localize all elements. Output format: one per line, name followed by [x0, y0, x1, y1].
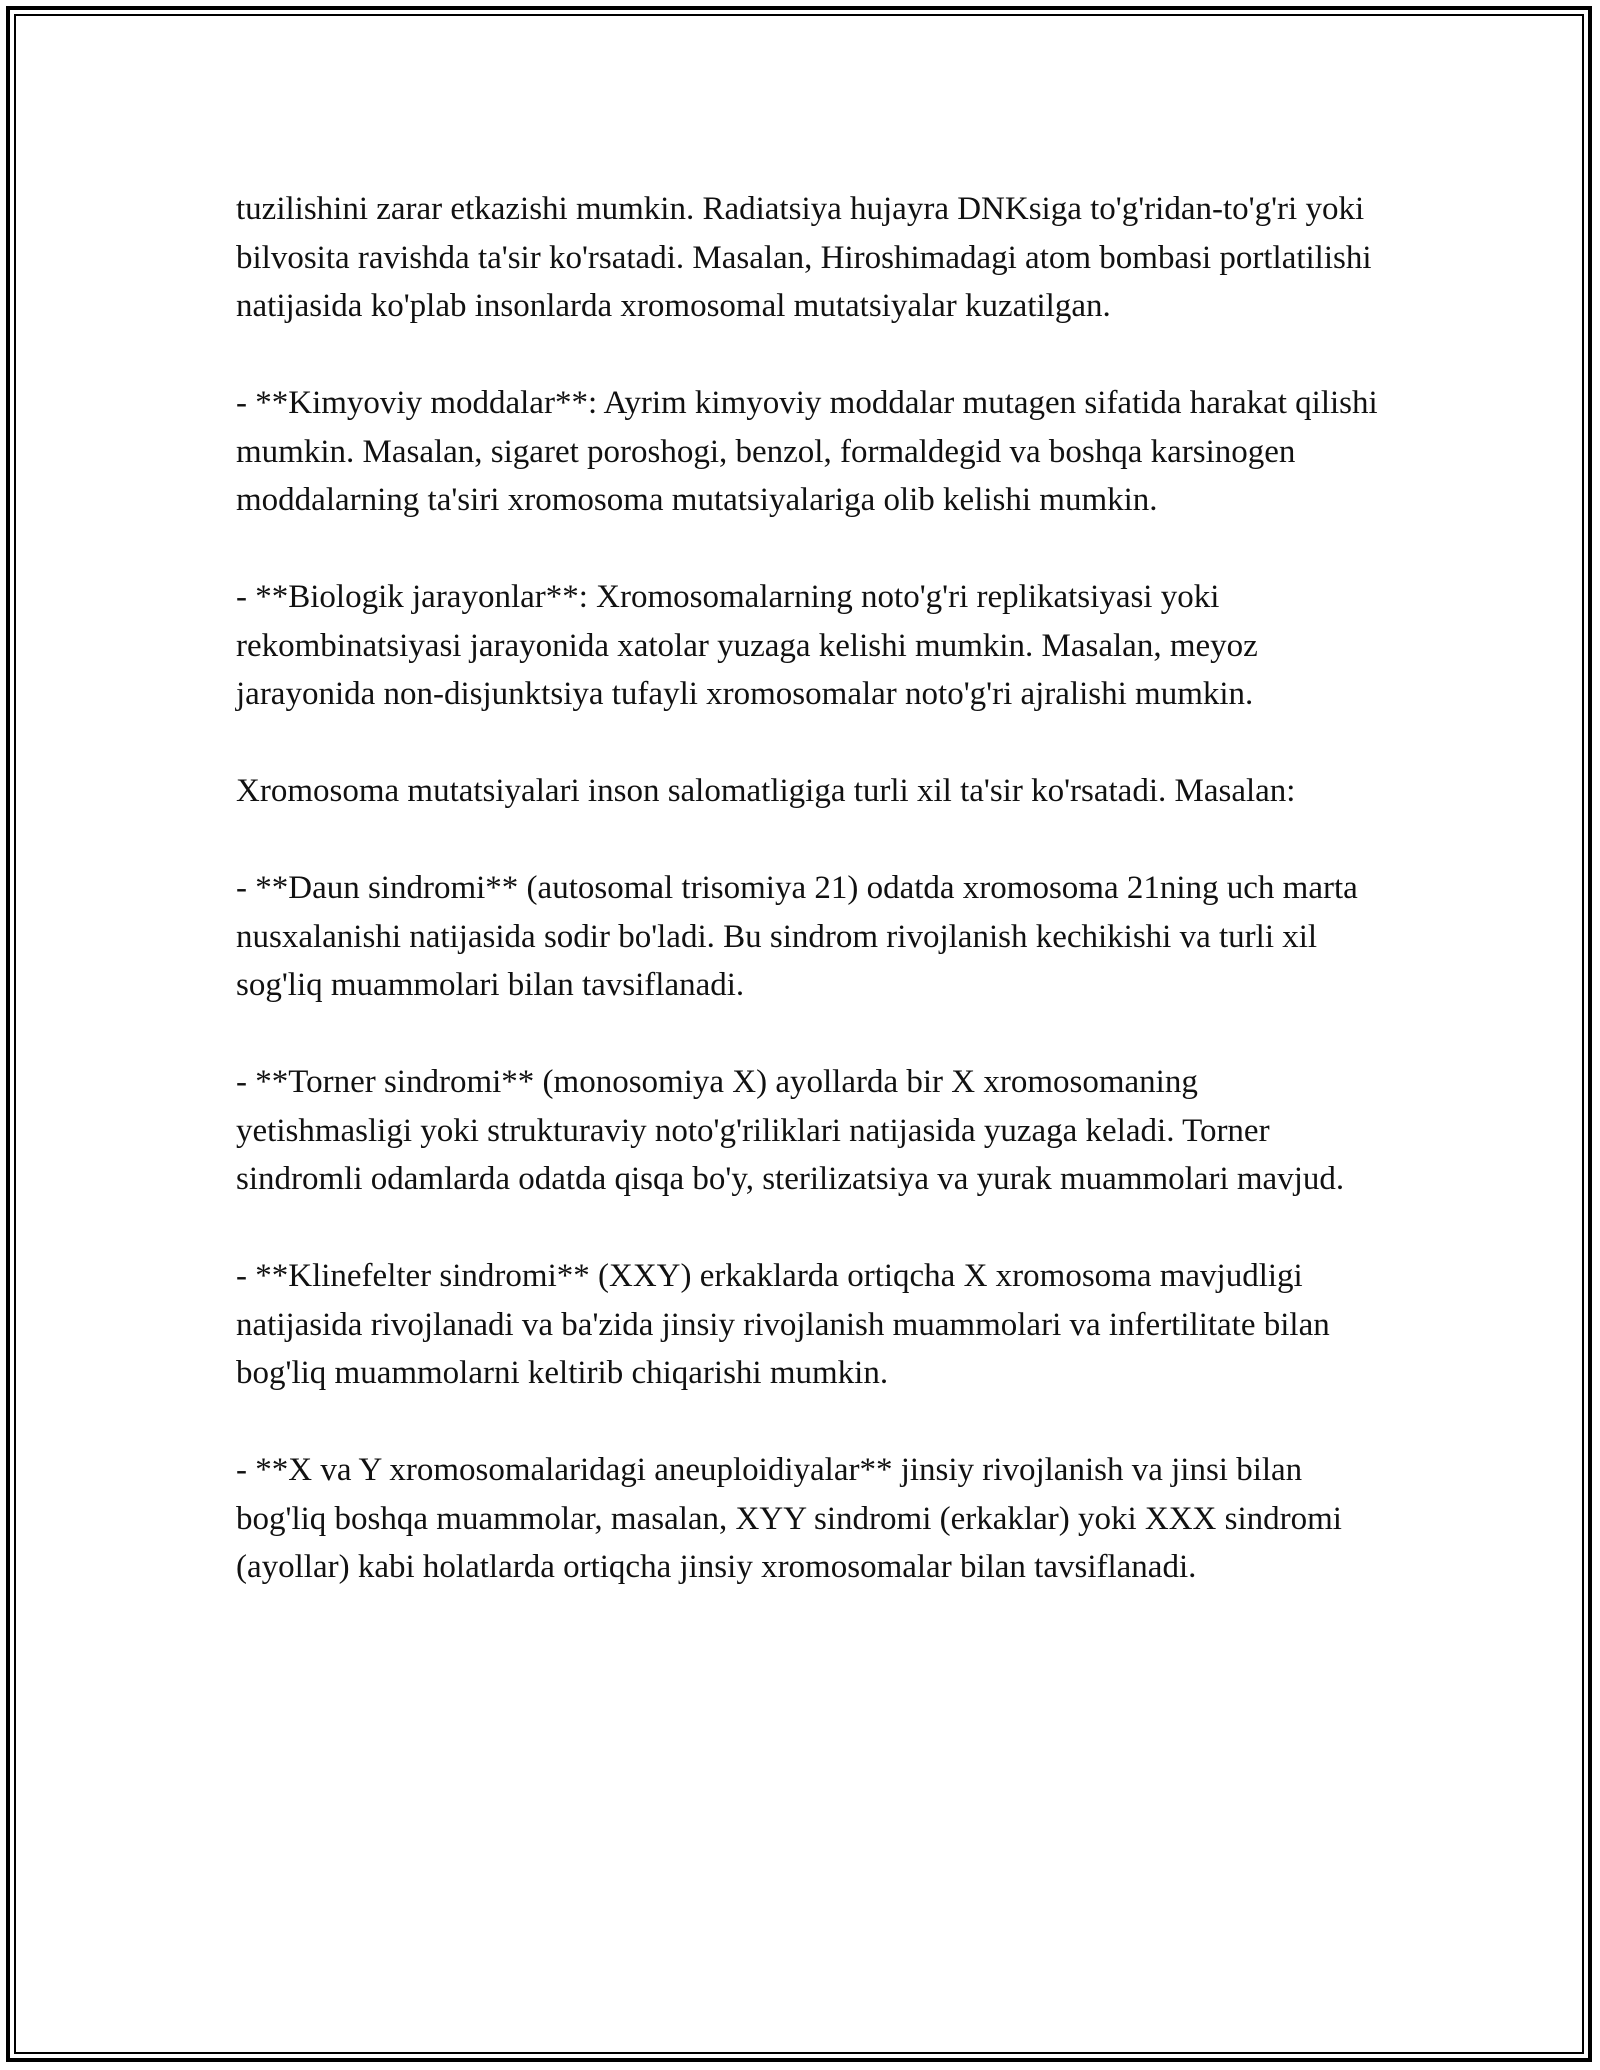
document-body — [236, 185, 1381, 1592]
paragraph-chemical-substances: - **Kimyoviy moddalar**: Ayrim kimyoviy moddalar mutagen sifatida harakat qilishi mumkin. Masalan, sigaret poroshogi, benzol, formaldegid va boshqa karsinogen moddalarning ta'siri xromosoma mutatsiyalariga olib kelishi mumkin. — [236, 385, 1378, 518]
paragraph-down-syndrome: - **Daun sindromi** (autosomal trisomiya 21) odatda xromosoma 21ning uch marta nusxalanishi natijasida sodir bo'ladi. Bu sindrom rivojlanish kechikishi va turli xil sog'liq muammolari bilan tavsiflanadi. — [236, 870, 1358, 1003]
paragraph-sex-chromosome-aneuploidies: - **X va Y xromosomalaridagi aneuploidiyalar** jinsiy rivojlanish va jinsi bilan bog'liq boshqa muammolar, masalan, XYY sindromi (erkaklar) yoki XXX sindromi (ayollar) kabi holatlarda ortiqcha jinsiy xromosomalar bilan tavsiflanadi. — [236, 1452, 1342, 1585]
paragraph-turner-syndrome: - **Torner sindromi** (monosomiya X) ayollarda bir X xromosomaning yetishmasligi yoki strukturaviy noto'g'riliklari natijasida yuzaga keladi. Torner sindromli odamlarda odatda qisqa bo'y, sterilizatsiya va yurak muammolari mavjud. — [236, 1064, 1345, 1197]
paragraph-radiation: tuzilishini zarar etkazishi mumkin. Radiatsiya hujayra DNKsiga to'g'ridan-to'g'ri yoki bilvosita ravishda ta'sir ko'rsatadi. Masalan, Hiroshimadagi atom bombasi portlatilishi natijasida ko'plab insonlarda xromosomal mutatsiyalar kuzatilgan. — [236, 191, 1372, 324]
paragraph-biological-processes: - **Biologik jarayonlar**: Xromosomalarning noto'g'ri replikatsiyasi yoki rekombinatsiyasi jarayonida xatolar yuzaga kelishi mumkin. Masalan, meyoz jarayonida non-disjunktsiya tufayli xromosomalar noto'g'ri ajralishi mumkin. — [236, 579, 1258, 712]
paragraph-health-effects-intro: Xromosoma mutatsiyalari inson salomatligiga turli xil ta'sir ko'rsatadi. Masalan: — [236, 773, 1296, 809]
paragraph-klinefelter-syndrome: - **Klinefelter sindromi** (XXY) erkaklarda ortiqcha X xromosoma mavjudligi natijasida rivojlanadi va ba'zida jinsiy rivojlanish muammolari va infertilitate bilan bog'liq muammolarni keltirib chiqarishi mumkin. — [236, 1258, 1330, 1391]
